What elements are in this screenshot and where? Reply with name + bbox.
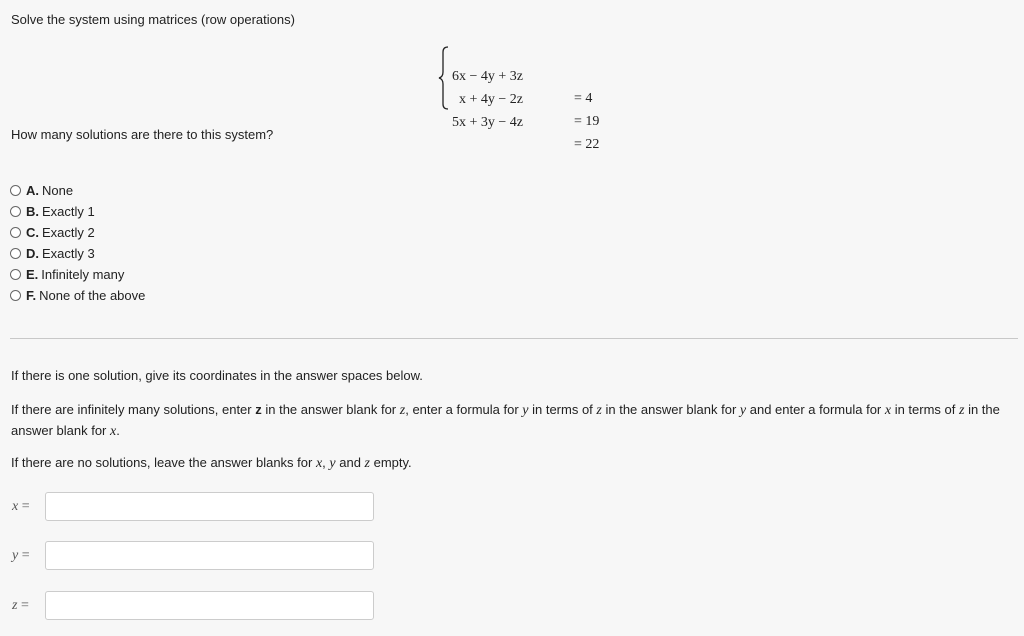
text: , [322, 455, 330, 470]
equals-sign: = [18, 499, 30, 514]
option-label: None [42, 183, 74, 198]
y-answer-input[interactable] [45, 541, 374, 570]
option-letter: C. [26, 225, 39, 240]
left-brace [438, 46, 452, 110]
option-d[interactable] [10, 243, 145, 264]
text: empty. [370, 455, 412, 470]
section-divider [10, 338, 1018, 339]
var-x: x [884, 403, 892, 418]
var-y: y [329, 456, 336, 471]
option-letter: B. [26, 204, 39, 219]
var-y: y [522, 403, 529, 418]
instruction-infinite-solutions [11, 400, 1017, 442]
equation-rhs: = 22 [574, 137, 600, 152]
equation-lhs: 5x + 3y − 4z [452, 115, 524, 130]
option-letter: E. [26, 267, 39, 282]
radio-button[interactable] [10, 206, 21, 217]
option-b[interactable] [10, 201, 145, 222]
option-label: Exactly 2 [42, 225, 95, 240]
x-answer-input[interactable] [45, 492, 374, 521]
option-label: Exactly 3 [42, 246, 95, 261]
var-x: x [110, 424, 117, 439]
text: If there are infinitely many solutions, enter [11, 402, 256, 417]
radio-button[interactable] [10, 227, 21, 238]
instruction-no-solutions [11, 453, 1017, 474]
text: , enter a formula for [405, 402, 523, 417]
var-y: y [12, 548, 19, 563]
var-z: z [959, 403, 965, 418]
option-letter: F. [26, 288, 37, 303]
option-e[interactable] [10, 264, 145, 285]
option-label: Exactly 1 [42, 204, 95, 219]
var-y: y [739, 403, 747, 418]
radio-button[interactable] [10, 290, 21, 301]
var-z: z [399, 403, 406, 418]
equation-lhs: 6x − 4y + 3z [452, 69, 524, 84]
text: and [335, 455, 365, 470]
equation-lhs: x + 4y − 2z [452, 92, 524, 107]
option-label: None of the above [39, 288, 146, 303]
option-label: Infinitely many [41, 267, 125, 282]
text: and enter a formula for [746, 402, 885, 417]
text: . [116, 423, 120, 438]
question-title: Solve the system using matrices (row operations) [11, 12, 295, 27]
radio-button[interactable] [10, 248, 21, 259]
z-answer-input[interactable] [45, 591, 374, 620]
option-a[interactable] [10, 180, 145, 201]
option-letter: A. [26, 183, 39, 198]
equation-system [438, 44, 608, 152]
equals-sign: = [18, 548, 30, 563]
var-z: z [364, 456, 370, 471]
equals-sign: = [17, 598, 29, 613]
question-prompt: How many solutions are there to this system? [11, 127, 274, 142]
answer-label-z [12, 598, 40, 614]
equation-rhs: = 19 [574, 114, 600, 129]
answer-options [10, 180, 145, 306]
equation-rhs: = 4 [574, 91, 593, 106]
radio-button[interactable] [10, 269, 21, 280]
text: in terms of [528, 402, 597, 417]
var-x: x [315, 456, 323, 471]
answer-label-x [12, 499, 40, 515]
text: in the answer blank for [601, 402, 740, 417]
option-c[interactable] [10, 222, 145, 243]
var-z: z [12, 598, 18, 613]
text: in terms of [891, 402, 960, 417]
text: in the answer blank for [11, 402, 1000, 438]
instruction-one-solution: If there is one solution, give its coordinates in the answer spaces below. [11, 368, 423, 383]
answer-label-y [12, 548, 40, 564]
radio-button[interactable] [10, 185, 21, 196]
bold-var-z: z [255, 402, 262, 417]
var-x: x [12, 499, 19, 514]
option-f[interactable] [10, 285, 145, 306]
option-letter: D. [26, 246, 39, 261]
text: in the answer blank for [261, 402, 400, 417]
var-z: z [596, 403, 602, 418]
text: If there are no solutions, leave the answer blanks for [11, 455, 316, 470]
